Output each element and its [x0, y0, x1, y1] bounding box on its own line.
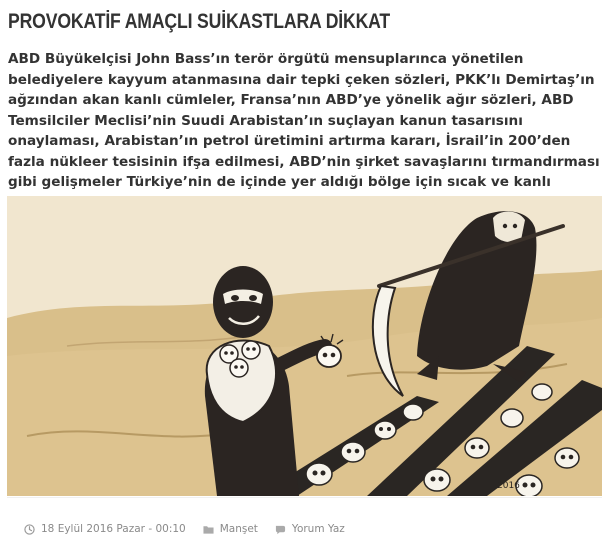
meta-category[interactable] — [203, 523, 258, 535]
article-summary: ABD Büyükelçisi John Bass’ın terör örgütü mensuplarınca yönetilen belediyelere kayyum atanmasına dair tepki çeken sözleri, PKK’lı Demirtaş’ın ağzından akan kanlı cümleler, Fransa’nın ABD’ye yönelik ağır sözleri, ABD Temsilciler Meclisi’nin Suudi Arabistan’ın suçlayan kanun tasarısını onaylaması, Arabistan’ın petrol üretimini artırma kararı, İsrail’in 200’den fazla nükleer tesisinin ifşa edilmesi, ABD’nin şirket savaşlarını tırmandırması gibi gelişmeler Türkiye’nin de içinde yer aldığı bölge için sıcak ve kanlı — [8, 51, 600, 190]
clock-icon — [24, 524, 35, 535]
category-link[interactable]: Manşet — [219, 523, 258, 535]
article-title: PROVOKATİF AMAÇLI SUİKASTLARA DİKKAT — [8, 10, 391, 33]
meta-date-text: 18 Eylül 2016 Pazar - 00:10 — [41, 523, 186, 535]
article-cartoon-image — [7, 196, 602, 496]
meta-date — [24, 523, 186, 535]
meta-comment[interactable] — [275, 523, 345, 535]
article-meta — [24, 523, 362, 535]
folder-icon — [203, 524, 214, 535]
cartoon-illustration — [7, 196, 602, 496]
comment-icon — [275, 524, 286, 535]
comment-link[interactable]: Yorum Yaz — [291, 523, 345, 535]
artist-signature: 2016 — [497, 481, 520, 491]
